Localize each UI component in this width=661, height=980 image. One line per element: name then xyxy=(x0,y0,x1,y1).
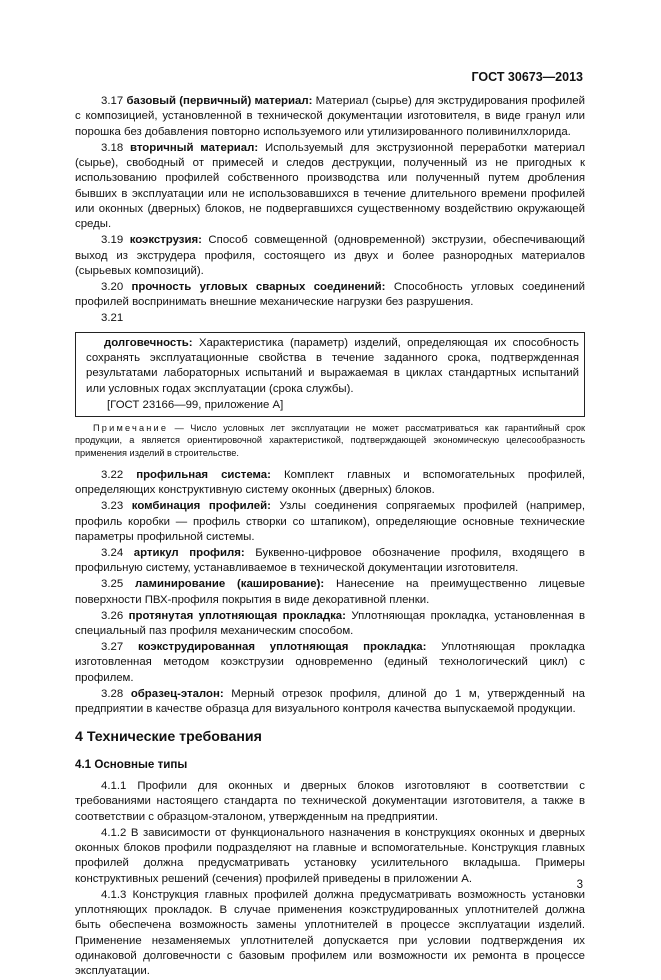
term-3-17 xyxy=(75,94,585,140)
standard-code: ГОСТ 30673—2013 xyxy=(471,70,583,84)
term-name: коэкструдированная уплотняющая прокладка: xyxy=(137,641,427,654)
term-3-21-number: 3.21 xyxy=(101,312,124,325)
term-number: 3.18 xyxy=(101,141,124,154)
paragraph-4-1-3 xyxy=(75,888,585,980)
definition-box xyxy=(75,332,585,417)
paragraph-text: Профили для оконных и дверных блоков изготовляют в соответствии с требованиями настоящего стандарта по технической документации изготовителя, а также в соответствии с образцом-эталоном, утвержденным на предприятии. xyxy=(75,780,585,823)
term-3-20 xyxy=(75,280,585,311)
term-number: 3.25 xyxy=(101,578,124,591)
document-body xyxy=(75,94,585,980)
term-name: артикул профиля: xyxy=(133,547,245,560)
term-name: профильная система: xyxy=(136,468,271,481)
term-number: 3.17 xyxy=(101,95,124,107)
term-name: прочность угловых сварных соединений: xyxy=(131,280,386,293)
term-definition: Уплотняющая прокладка, установленная в специальный паз профиля механическим способом. xyxy=(75,609,586,638)
term-3-24 xyxy=(75,546,585,577)
note-label: Примечание xyxy=(93,422,169,433)
paragraph-4-1-1 xyxy=(75,779,585,825)
definition-reference: [ГОСТ 23166—99, приложение А] xyxy=(107,398,284,411)
paragraph-number: 4.1.2 xyxy=(101,826,127,839)
paragraph-4-1-2 xyxy=(75,826,585,887)
subsection-heading: 4.1 Основные типы xyxy=(75,757,188,771)
term-name: базовый (первичный) материал: xyxy=(126,95,313,107)
term-3-19 xyxy=(75,233,585,279)
term-3-18 xyxy=(75,141,585,233)
term-3-21 xyxy=(86,336,579,397)
term-definition: Материал (сырье) для экструдирования профилей с композицией, установленной в технической документации изготовителя, в виде гранул или порошка без добавления повторно используемого или утилизированного поливинилхлорида. xyxy=(75,95,586,138)
term-3-28 xyxy=(75,687,585,718)
term-3-22 xyxy=(75,468,585,499)
term-definition: Характеристика (параметр) изделий, определяющая их способность сохранять эксплуатационные свойства в течение заданного срока, подтвержденная результатами лабораторных испытаний и выражаемая в циклах стандартных испытаний или условных годах эксплуатации (срока службы). xyxy=(86,336,579,395)
term-name: протянутая уплотняющая прокладка: xyxy=(128,609,346,622)
paragraph-text: В зависимости от функционального назначения в конструкциях оконных и дверных оконных блоков профили подразделяют на главные и вспомогательные. Конструкция главных профилей должна предусматривать установку усилительного вкладыша. Примеры конструктивных решений (сечения) профилей приведены в приложении А. xyxy=(75,826,585,885)
paragraph-text: Конструкция главных профилей должна предусматривать возможность установки уплотняющих прокладок. В случае применения коэкструдированных уплотнителей должна быть обеспечена возможность замены уплотнителей в процессе эксплуатации изделий. Применение незаменяемых уплотнителей допускается при условии подтверждения их одинаковой долговечности с базовым профилем или возможности их ремонта в процессе эксплуатации. xyxy=(75,888,585,978)
page-number: 3 xyxy=(576,879,583,891)
term-number: 3.24 xyxy=(101,547,124,560)
note-text: — Число условных лет эксплуатации не может рассматриваться как гарантийный срок продукции, а является ориентировочной характеристикой, подтверждающей экономическую целесообразность применения изделий в строительстве. xyxy=(75,422,585,458)
term-3-25 xyxy=(75,577,585,608)
term-definition: Нанесение на преимущественно лицевые поверхности ПВХ-профиля покрытия в виде декоративной пленки. xyxy=(75,578,585,606)
term-number: 3.23 xyxy=(101,500,124,513)
paragraph-number: 4.1.1 xyxy=(101,780,127,793)
term-definition: Комплект главных и вспомогательных профилей, определяющих конструктивную систему оконных (дверных) блоков. xyxy=(75,468,585,497)
term-name: вторичный материал: xyxy=(130,141,259,154)
term-3-23 xyxy=(75,499,585,545)
term-number: 3.20 xyxy=(101,280,124,293)
term-number: 3.28 xyxy=(101,687,124,700)
section-heading: 4 Технические требования xyxy=(75,729,262,746)
term-3-27 xyxy=(75,640,585,686)
term-definition: Используемый для экструзионной переработки материал (сырье), свободный от примесей и следов деструкции, полученный из не пригодных к использованию профилей собственного производства или полученный путем дробления бывших в эксплуатации или не использовавшихся в течение длительного времени профилей или оконных (дверных) блоков, не подвергавшихся существенному воздействию окружающей среды. xyxy=(75,141,585,231)
term-definition: Способность угловых соединений профилей воспринимать внешние механические нагрузки без разрушения. xyxy=(75,280,585,309)
term-number: 3.22 xyxy=(101,468,124,481)
term-definition: Буквенно-цифровое обозначение профиля, входящего в профильную систему, устанавливаемое в технической документации изготовителя. xyxy=(75,547,585,575)
term-number: 3.27 xyxy=(101,641,124,654)
term-name: коэкструзия: xyxy=(129,234,202,247)
term-number: 3.26 xyxy=(101,609,124,622)
term-definition: Узлы соединения сопрягаемых профилей (например, профиль коробки — профиль створки со штапиком), определяющие основные технические параметры профильной системы. xyxy=(75,500,585,543)
note xyxy=(75,422,585,459)
paragraph-number: 4.1.3 xyxy=(101,888,127,901)
term-definition: Уплотняющая прокладка изготовленная методом коэкструзии одновременно (единый технологический цикл) с профилем. xyxy=(75,641,586,684)
term-name: комбинация профилей: xyxy=(131,500,271,513)
term-definition: Мерный отрезок профиля, длиной до 1 м, утвержденный на предприятии в качестве образца для визуального контроля качества выпускаемой продукции. xyxy=(75,687,585,716)
term-definition: Способ совмещенной (одновременной) экструзии, обеспечивающий выход из экструдера профиля, состоящего из двух и более разнородных материалов (сырьевых композиций). xyxy=(75,234,586,277)
term-name: образец-эталон: xyxy=(130,687,224,700)
term-name: ламинирование (каширование): xyxy=(134,578,325,591)
term-3-26 xyxy=(75,609,585,640)
term-number: 3.19 xyxy=(101,234,124,247)
term-name: долговечность: xyxy=(104,336,193,349)
